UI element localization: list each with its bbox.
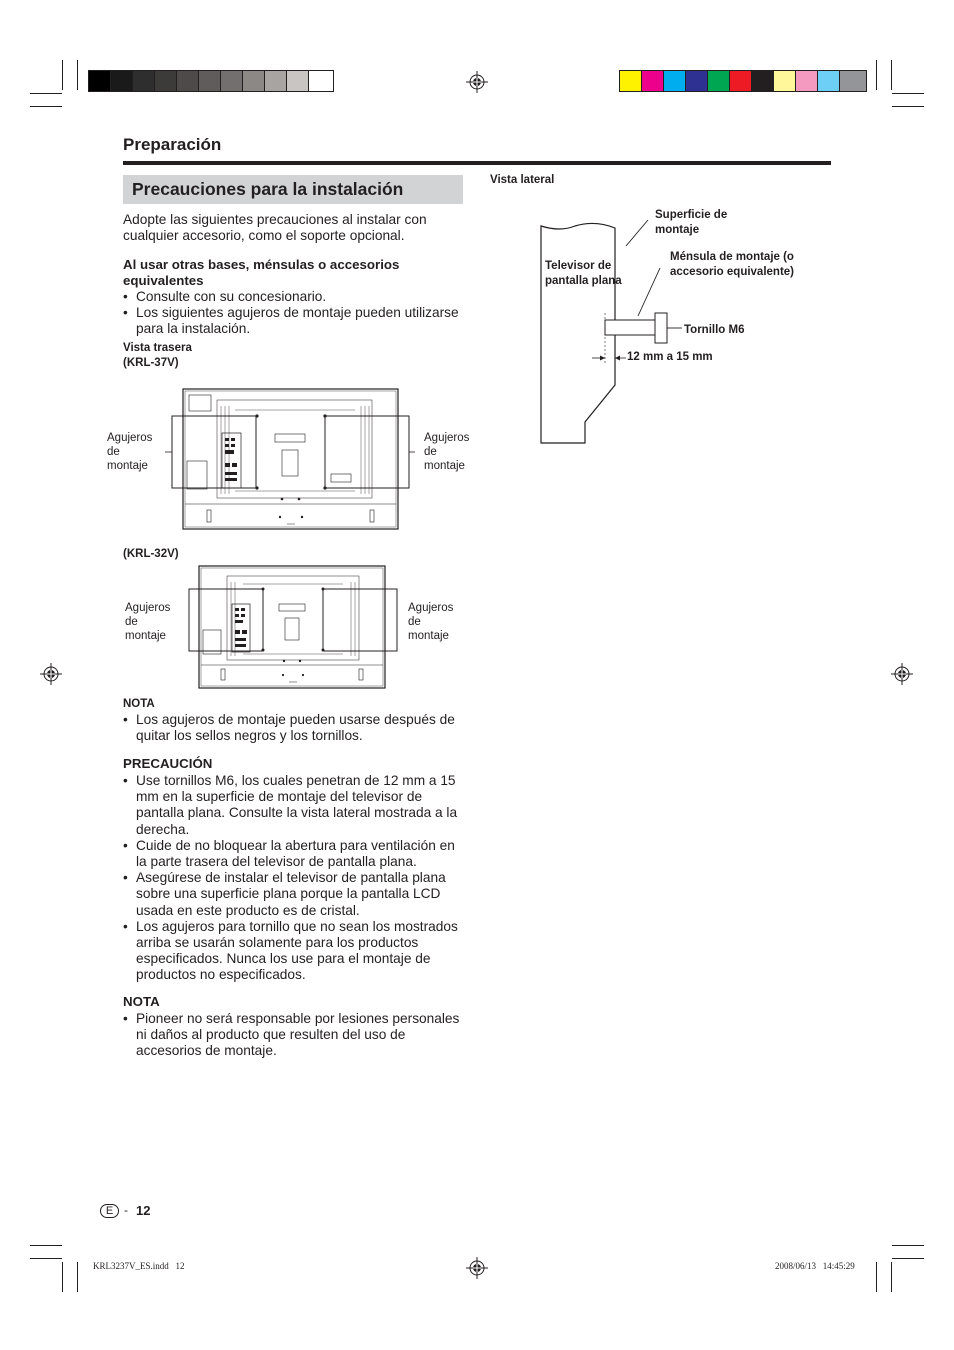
gray-swatch [286, 70, 309, 92]
subheading: Al usar otras bases, ménsulas o accesorios equivalentes [123, 257, 400, 288]
footer-datetime: 2008/06/13 14:45:29 [775, 1261, 855, 1271]
registration-mark-top [466, 71, 488, 93]
list-item: • Consulte con su concesionario. [123, 289, 468, 305]
color-swatch [685, 70, 708, 92]
color-swatch [795, 70, 818, 92]
gray-swatch [242, 70, 265, 92]
page-dash: - [124, 1203, 128, 1217]
color-swatch [663, 70, 686, 92]
list-item: • Pioneer no será responsable por lesiones personales ni daños al producto que resulten del uso de accesorios de montaje. [123, 1011, 468, 1060]
precaucion-bullets [123, 773, 468, 984]
color-swatch [817, 70, 840, 92]
gray-swatch [264, 70, 287, 92]
side-view-label: Vista lateral [490, 174, 555, 186]
list-item: • Cuide de no bloquear la abertura para ventilación en la parte trasera del televisor de pantalla plana. [123, 838, 468, 870]
model-b-label: (KRL-32V) [123, 548, 179, 560]
nota-bullets-2 [123, 1011, 468, 1060]
nota-heading-2: NOTA [123, 994, 160, 1009]
gray-swatch [220, 70, 243, 92]
gray-swatch [154, 70, 177, 92]
section-header: Preparación [123, 135, 222, 154]
gray-swatch [88, 70, 111, 92]
color-swatch [641, 70, 664, 92]
gray-swatch [132, 70, 155, 92]
footer-filename: KRL3237V_ES.indd 12 [93, 1261, 185, 1271]
label-mounting-surface: Superficie de montaje [655, 209, 728, 236]
color-swatch [773, 70, 796, 92]
label-screw: Tornillo M6 [684, 324, 745, 336]
mounting-bullets [123, 289, 468, 338]
registration-mark-left [40, 663, 62, 685]
color-swatch [839, 70, 867, 92]
list-item: • Los agujeros para tornillo que no sean los mostrados arriba se usarán solamente para los productos especificados. Nunca los use para el montaje de productos no especificados. [123, 919, 468, 984]
intro-paragraph: Adopte las siguientes precauciones al instalar con cualquier accesorio, como el soporte opcional. [123, 212, 427, 244]
holes-label-right-32: Agujeros de montaje [408, 602, 454, 643]
color-swatch [619, 70, 642, 92]
label-bracket: Ménsula de montaje (o accesorio equivalente) [670, 251, 794, 278]
language-badge: E [100, 1204, 119, 1218]
gray-swatch [176, 70, 199, 92]
side-view-diagram [530, 210, 810, 450]
gray-swatch [308, 70, 334, 92]
precaucion-heading: PRECAUCIÓN [123, 756, 213, 771]
color-swatch [707, 70, 730, 92]
list-item: • Use tornillos M6, los cuales penetran de 12 mm a 15 mm en la superficie de montaje del televisor de pantalla plana. Consulte la vista lateral mostrada a la derecha. [123, 773, 468, 838]
rear-view-diagram-krl32v [183, 562, 405, 692]
header-rule [123, 161, 831, 165]
label-depth: 12 mm a 15 mm [627, 351, 713, 363]
page-number: 12 [136, 1203, 151, 1218]
gray-swatch [110, 70, 133, 92]
registration-mark-right [891, 663, 913, 685]
gray-swatch [198, 70, 221, 92]
rear-view-label: Vista trasera (KRL-37V) [123, 342, 192, 369]
color-swatch [729, 70, 752, 92]
registration-mark-bottom [466, 1257, 488, 1279]
list-item: • Asegúrese de instalar el televisor de pantalla plana sobre una superficie plana porque la pantalla LCD usada en este producto es de cristal. [123, 870, 468, 919]
list-item: • Los siguientes agujeros de montaje pueden utilizarse para la instalación. [123, 305, 468, 337]
page-title: Precauciones para la instalación [132, 179, 404, 199]
nota-bullets-1 [123, 712, 468, 744]
rear-view-diagram-krl37v [165, 386, 415, 534]
holes-label-right-37: Agujeros de montaje [424, 432, 470, 473]
holes-label-left-32: Agujeros de montaje [125, 602, 171, 643]
color-swatch [751, 70, 774, 92]
list-item: • Los agujeros de montaje pueden usarse después de quitar los sellos negros y los tornillos. [123, 712, 468, 744]
nota-heading-1: NOTA [123, 698, 155, 710]
label-flat-tv: Televisor de pantalla plana [545, 260, 622, 287]
holes-label-left-37: Agujeros de montaje [107, 432, 153, 473]
